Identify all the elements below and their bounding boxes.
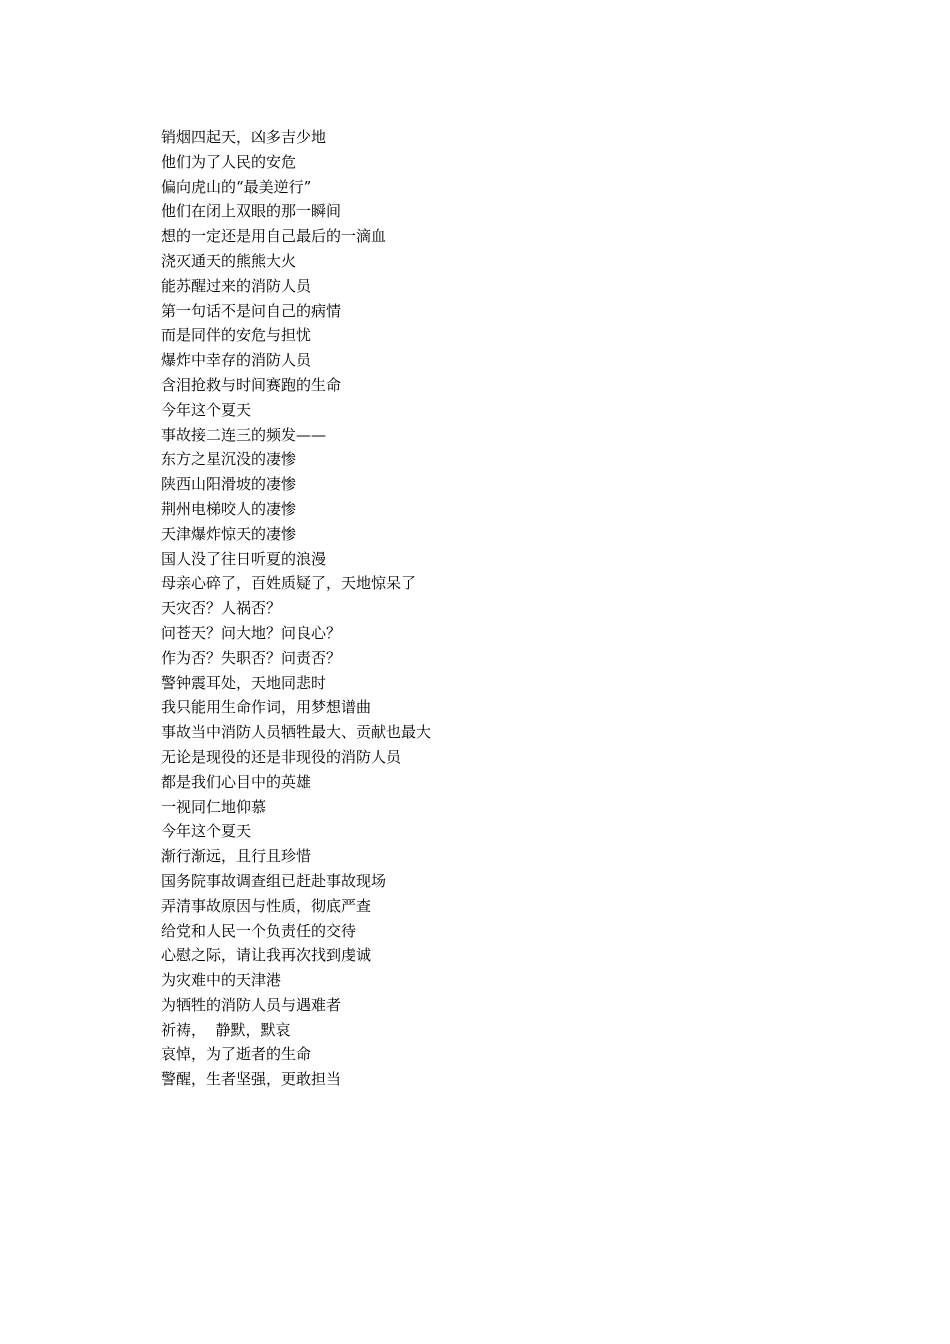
poem-line: 东方之星沉没的凄惨: [161, 450, 297, 469]
poem-line: 含泪抢救与时间赛跑的生命: [161, 375, 342, 394]
poem-line: 警钟震耳处，天地同悲时: [161, 673, 327, 692]
poem-line: 弄清事故原因与性质，彻底严查: [161, 896, 372, 915]
poem-line: 为牺牲的消防人员与遇难者: [161, 995, 342, 1014]
poem-line: 给党和人民一个负责任的交待: [161, 921, 357, 940]
poem-line: 警醒，生者坚强，更敢担当: [161, 1070, 342, 1089]
poem-line: 第一句话不是问自己的病情: [161, 301, 342, 320]
poem-line: 今年这个夏天: [161, 400, 252, 419]
poem-line: 祈祷， 静默，默哀: [161, 1020, 291, 1039]
poem-line: 而是同伴的安危与担忧: [161, 326, 312, 345]
poem-line: 爆炸中幸存的消防人员: [161, 351, 312, 370]
poem-line: 国务院事故调查组已赶赴事故现场: [161, 871, 387, 890]
poem-line: 销烟四起天，凶多吉少地: [161, 128, 327, 146]
poem-line: 事故接二连三的频发——: [161, 425, 327, 444]
poem-line: 母亲心碎了，百姓质疑了，天地惊呆了: [161, 574, 417, 593]
poem-line: 无论是现役的还是非现役的消防人员: [161, 747, 402, 766]
poem-line: 天津爆炸惊天的凄惨: [161, 524, 297, 543]
poem-line: 偏向虎山的“最美逆行”: [161, 177, 312, 196]
poem-line: 他们为了人民的安危: [161, 152, 297, 171]
poem-line: 都是我们心目中的英雄: [161, 772, 312, 791]
poem-text: [161, 125, 431, 1092]
poem-line: 我只能用生命作词，用梦想谱曲: [161, 698, 372, 717]
poem-line: 想的一定还是用自己最后的一滴血: [161, 227, 387, 246]
poem-line: 能苏醒过来的消防人员: [161, 276, 312, 295]
poem-line: 陕西山阳滑坡的凄惨: [161, 475, 297, 494]
poem-line: 国人没了往日听夏的浪漫: [161, 549, 327, 568]
poem-line: 浇灭通天的熊熊大火: [161, 251, 297, 270]
poem-line: 荆州电梯咬人的凄惨: [161, 499, 297, 518]
poem-line: 作为否？失职否？问责否？: [161, 648, 342, 667]
poem-line: 一视同仁地仰慕: [161, 797, 267, 816]
poem-line: 渐行渐远，且行且珍惜: [161, 847, 312, 866]
poem-line: 哀悼，为了逝者的生命: [161, 1045, 312, 1064]
poem-line: 心慰之际，请让我再次找到虔诚: [161, 946, 372, 965]
poem-line: 天灾否？人祸否？: [161, 599, 282, 618]
poem-line: 为灾难中的天津港: [161, 971, 282, 990]
poem-line: 今年这个夏天: [161, 822, 252, 841]
poem-line: 事故当中消防人员牺牲最大、贡献也最大: [161, 723, 432, 742]
poem-line: 他们在闭上双眼的那一瞬间: [161, 202, 342, 221]
poem-line: 问苍天？问大地？问良心？: [161, 623, 342, 642]
